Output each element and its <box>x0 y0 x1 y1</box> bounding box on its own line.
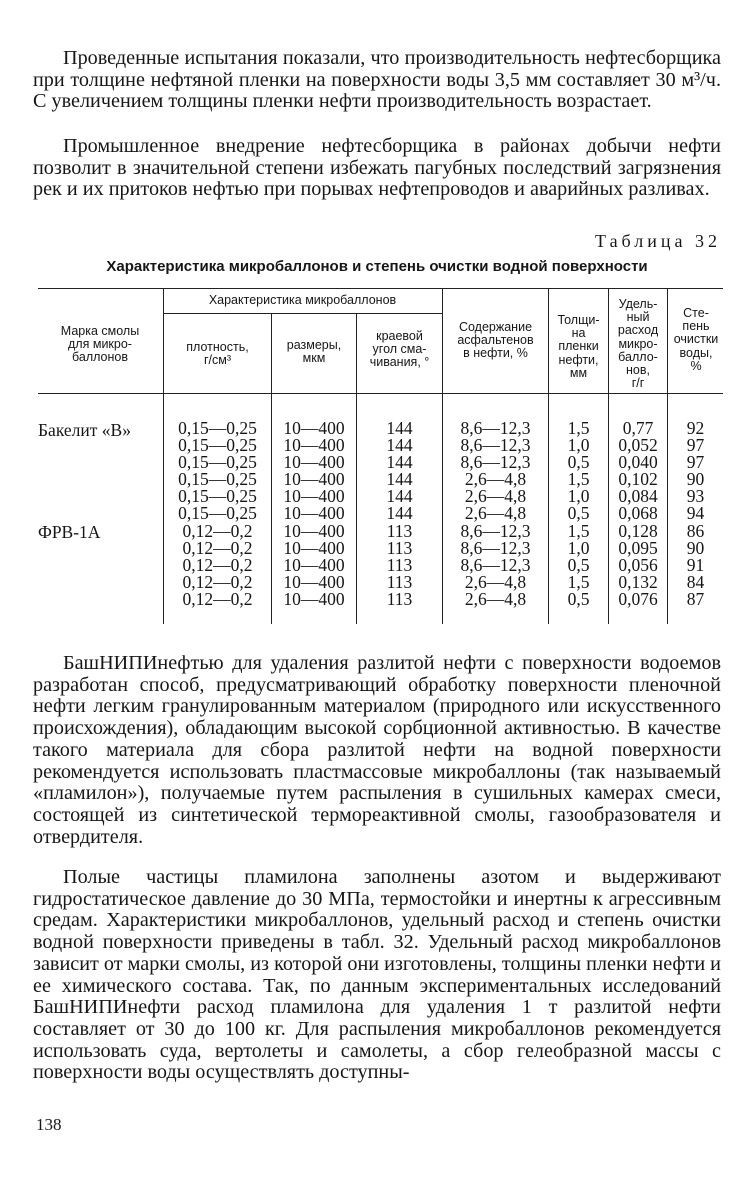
table-header-bottom-rule <box>38 393 723 394</box>
table-cell: 1,5 <box>567 418 590 438</box>
column-consumption <box>609 420 667 608</box>
table-cell: 0,5 <box>567 554 590 575</box>
paragraph-intro <box>33 48 721 113</box>
table-cell: 10—400 <box>283 452 345 473</box>
table-cell: 8,6—12,3 <box>460 452 531 473</box>
column-degree <box>668 420 723 608</box>
paragraph-microballoons-text: Полые частицы пламилона заполнены азотом и выдерживают гидростатическое давление до 30 МПа, термостойки и инертны к агрессивным средам. Характеристики микробаллонов, удельный расход и степень очистки водной поверхности приведены в табл. 32. Удельный расход микробаллонов зависит от марки смолы, из которой они изготовлены, толщины пленки нефти и ее химического состава. Так, по данным экспериментальных исследований БашНИПИнефти расход пламилона для удаления 1 т разлитой нефти составляет от 30 до 100 кг. Для распыления микробаллонов рекомендуется использовать суда, вертолеты и самолеты, а сбор гелеобразной массы с поверхности воды осуществлять доступны- <box>33 866 721 1084</box>
table-cell: 0,12—0,2 <box>182 554 253 575</box>
table-cell: 0,15—0,25 <box>178 418 257 438</box>
paragraph-intro-text: Проведенные испытания показали, что производительность нефтесборщика при толщине нефтяной пленки на поверхности воды 3,5 мм составляет 30 м³/ч. С увеличением толщины пленки нефти производительность возрастает. <box>33 47 721 113</box>
table-cell: 0,102 <box>618 469 658 490</box>
table-cell: 0,15—0,25 <box>178 452 257 473</box>
table-cell: 0,132 <box>618 571 658 592</box>
table-cell: 10—400 <box>283 469 345 490</box>
paragraph-microballoons <box>33 867 721 1084</box>
table-cell: 2,6—4,8 <box>464 571 527 592</box>
table-cell: 0,5 <box>567 452 590 473</box>
table-cell: 90 <box>686 537 705 558</box>
table-cell: 97 <box>686 435 705 456</box>
table-cell: 92 <box>686 418 705 438</box>
table-cell: 2,6—4,8 <box>464 588 527 609</box>
table-cell: 0,056 <box>618 554 658 575</box>
table-cell: 1,0 <box>567 537 590 558</box>
table-cell: 0,076 <box>618 588 658 609</box>
header-asphaltenes: Содержание асфальтенов в нефти, % <box>457 320 534 361</box>
page-number: 138 <box>36 1115 62 1134</box>
paragraph-method <box>33 653 721 848</box>
paragraph-implementation-text: Промышленное внедрение нефтесборщика в районах добычи нефти позволит в значительной степени избежать пагубных последствий загрязнения рек и их притоков нефтью при порывах нефтепроводов и аварийных разливах. <box>33 135 721 201</box>
table-cell: 86 <box>686 520 705 541</box>
table-cell: 113 <box>386 554 413 575</box>
table-cell: 10—400 <box>283 486 345 507</box>
group-header-rule <box>163 313 442 314</box>
table-cell: 1,5 <box>567 469 590 490</box>
table-cell: 144 <box>386 486 413 507</box>
resin-frv: ФРВ-1А <box>38 522 101 542</box>
header-angle: краевой угол сма- чивания, ° <box>369 329 430 370</box>
table-cell: 0,15—0,25 <box>178 486 257 507</box>
table-cell: 8,6—12,3 <box>460 537 531 558</box>
table-cell: 113 <box>386 588 413 609</box>
table-cell: 0,15—0,25 <box>178 435 257 456</box>
table-cell: 0,12—0,2 <box>182 571 253 592</box>
table-cell: 10—400 <box>283 554 345 575</box>
header-degree: Сте- пень очистки воды, % <box>673 306 719 373</box>
header-density: плотность, г/см³ <box>186 340 249 368</box>
column-density <box>164 420 271 608</box>
table-cell: 8,6—12,3 <box>460 554 531 575</box>
column-thickness <box>549 420 608 608</box>
table-cell: 84 <box>686 571 705 592</box>
table-cell: 8,6—12,3 <box>460 435 531 456</box>
table-cell: 0,052 <box>618 435 658 456</box>
table-cell: 87 <box>686 588 705 609</box>
table-cell: 94 <box>686 503 705 524</box>
table-cell: 10—400 <box>283 537 345 558</box>
header-group: Характеристика микробаллонов <box>208 293 397 307</box>
table-cell: 0,068 <box>618 503 658 524</box>
table-cell: 0,12—0,2 <box>182 588 253 609</box>
table-cell: 113 <box>386 520 413 541</box>
table-cell: 0,5 <box>567 503 590 524</box>
header-consumption: Удель- ный расход микро- балло- нов, г/г <box>617 297 659 391</box>
table-cell: 144 <box>386 435 413 456</box>
table-cell: 144 <box>386 469 413 490</box>
table-cell: 1,5 <box>567 520 590 541</box>
table-cell: 0,5 <box>567 588 590 609</box>
table-cell: 144 <box>386 503 413 524</box>
table-cell: 2,6—4,8 <box>464 469 527 490</box>
table-cell: 0,12—0,2 <box>182 520 253 541</box>
table-cell: 2,6—4,8 <box>464 503 527 524</box>
column-angle <box>357 420 442 608</box>
table-cell: 10—400 <box>283 435 345 456</box>
table-cell: 0,12—0,2 <box>182 537 253 558</box>
table-title: Характеристика микробаллонов и степень очистки водной поверхности <box>106 258 648 275</box>
table-cell: 93 <box>686 486 705 507</box>
table-cell: 10—400 <box>283 503 345 524</box>
table-cell: 0,15—0,25 <box>178 469 257 490</box>
table-cell: 10—400 <box>283 571 345 592</box>
paragraph-method-text: БашНИПИнефтью для удаления разлитой нефти с поверхности водоемов разработан способ, предусматривающий обработку поверхности пленочной нефти легким гранулированным материалом (природного или искусственного происхождения), обладающим высокой сорбционной активностью. В качестве такого материала для сбора разлитой нефти на водной поверхности рекомендуется использовать пластмассовые микробаллоны (так называемый «пламилон»), получаемые путем распыления в сушильных камерах смеси, состоящей из синтетической термореактивной смолы, газообразователя и отвердителя. <box>33 652 721 848</box>
table-cell: 0,040 <box>618 452 658 473</box>
column-asphaltenes <box>443 420 548 608</box>
table-cell: 1,0 <box>567 486 590 507</box>
table-top-rule <box>38 288 723 289</box>
paragraph-implementation <box>33 136 721 201</box>
table-cell: 97 <box>686 452 705 473</box>
table-label: Таблица 32 <box>595 231 721 251</box>
table-cell: 113 <box>386 571 413 592</box>
table-cell: 0,15—0,25 <box>178 503 257 524</box>
column-sizes <box>272 420 356 608</box>
table-cell: 8,6—12,3 <box>460 520 531 541</box>
table-cell: 113 <box>386 537 413 558</box>
table-cell: 144 <box>386 452 413 473</box>
table-cell: 10—400 <box>283 418 345 438</box>
table-cell: 0,084 <box>618 486 658 507</box>
header-thickness: Толщи- на пленки нефти, мм <box>557 313 600 380</box>
table-cell: 0,128 <box>618 520 658 541</box>
table-cell: 144 <box>386 418 413 438</box>
table-cell: 90 <box>686 469 705 490</box>
table-cell: 0,095 <box>618 537 658 558</box>
table-cell: 1,5 <box>567 571 590 592</box>
resin-bakelite: Бакелит «В» <box>38 420 131 440</box>
table-cell: 10—400 <box>283 588 345 609</box>
table-cell: 8,6—12,3 <box>460 418 531 438</box>
header-resin: Марка смолы для микро- баллонов <box>60 324 140 365</box>
table-cell: 0,77 <box>622 418 654 438</box>
table-cell: 1,0 <box>567 435 590 456</box>
table-cell: 10—400 <box>283 520 345 541</box>
table-cell: 91 <box>686 554 705 575</box>
header-sizes: размеры, мкм <box>286 338 342 366</box>
table-cell: 2,6—4,8 <box>464 486 527 507</box>
